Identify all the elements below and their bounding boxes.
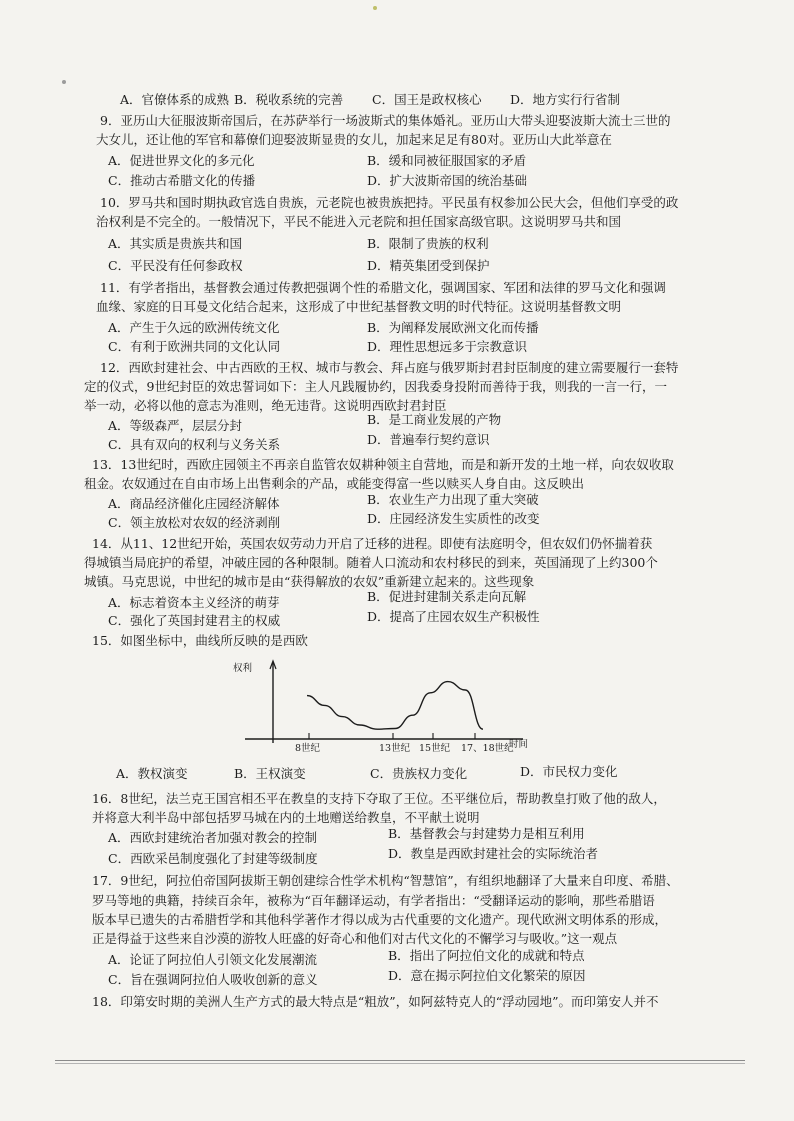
q12-option-b: B．是工商业发展的产物 <box>367 412 502 427</box>
q15-option-c: C．贵族权力变化 <box>370 766 468 781</box>
q17-option-c: C．旨在强调阿拉伯人吸收创新的意义 <box>108 972 318 987</box>
q10-option-c: C．平民没有任何参政权 <box>108 258 243 273</box>
q17-stem-line: 版本早已遗失的古希腊哲学和其他科学著作才得以成为古代重要的文化遗产。现代欧洲文明体系的形成， <box>92 912 668 927</box>
q13-option-c: C．领主放松对农奴的经济剥削 <box>108 515 281 530</box>
q11-option-d: D．理性思想远多于宗教意识 <box>367 339 528 354</box>
q14-option-c: C．强化了英国封建君主的权威 <box>108 613 281 628</box>
x-tick-label: 8世纪 <box>295 743 321 754</box>
q9-option-d: D．扩大波斯帝国的统治基础 <box>367 173 528 188</box>
q9-stem-line: 大女儿，还让他的军官和幕僚们迎娶波斯显贵的女儿，加起来足足有80对。亚历山大此举意在 <box>96 132 612 147</box>
q14-stem-line: 14．从11、12世纪开始，英国农奴劳动力开启了迁移的进程。即使有法庭明令，但农奴们仍怀揣着获 <box>92 536 653 551</box>
q16-stem-line: 16．8世纪，法兰克王国宫相丕平在教皇的支持下夺取了王位。丕平继位后，帮助教皇打败了他的敌人， <box>92 791 666 806</box>
y-axis-label: 权利 <box>233 663 253 674</box>
q17-stem-line: 17．9世纪，阿拉伯帝国阿拔斯王朝创建综合性学术机构“智慧馆”，有组织地翻译了大量来自印度、希腊、 <box>92 873 679 888</box>
q14-stem-line: 得城镇当局庇护的希望，冲破庄园的各种限制。随着人口流动和农村移民的到来，英国涌现了上约300个 <box>84 555 658 570</box>
q13-stem-line: 13．13世纪时，西欧庄园领主不再亲自监管农奴耕种领主自营地，而是和新开发的土地一样，向农奴收取 <box>92 457 674 472</box>
q12-option-c: C．具有双向的权利与义务关系 <box>108 437 281 452</box>
x-tick-label: 15世纪 <box>419 743 451 754</box>
q15-option-d: D．市民权力变化 <box>520 764 618 779</box>
q11-option-b: B．为阐释发展欧洲文化而传播 <box>367 320 539 335</box>
q17-option-a: A．论证了阿拉伯人引领文化发展潮流 <box>108 952 318 967</box>
q16-option-c: C．西欧采邑制度强化了封建等级制度 <box>108 851 318 866</box>
q13-option-d: D．庄园经济发生实质性的改变 <box>367 511 540 526</box>
scan-speck <box>373 6 377 10</box>
q15-option-b: B．王权演变 <box>234 766 306 781</box>
x-tick-label: 13世纪 <box>379 743 411 754</box>
q14-option-a: A．标志着资本主义经济的萌芽 <box>108 595 280 610</box>
q15-option-a: A．教权演变 <box>116 766 188 781</box>
q15-chart <box>225 657 535 757</box>
q9-stem-line: 9．亚历山大征服波斯帝国后，在苏萨举行一场波斯式的集体婚礼。亚历山大带头迎娶波斯大流士三世的 <box>100 113 671 128</box>
q10-stem-line: 10．罗马共和国时期执政官选自贵族，元老院也被贵族把持。平民虽有权参加公民大会，但他们享受的政 <box>100 195 679 210</box>
x-axis-label: 时间 <box>509 739 529 750</box>
q14-option-d: D．提高了庄园农奴生产积极性 <box>367 609 540 624</box>
q11-stem-line: 11．有学者指出，基督教会通过传教把强调个性的希腊文化，强调国家、军团和法律的罗马文化和强调 <box>100 280 666 295</box>
q10-option-b: B．限制了贵族的权利 <box>367 236 489 251</box>
q9-option-b: B．缓和同被征服国家的矛盾 <box>367 153 527 168</box>
q15-stem-line: 15．如图坐标中，曲线所反映的是西欧 <box>92 633 308 648</box>
q14-option-b: B．促进封建制关系走向瓦解 <box>367 589 527 604</box>
q12-option-a: A．等级森严，层层分封 <box>108 418 243 433</box>
q8-option-b: B．税收系统的完善 <box>234 92 344 107</box>
q11-option-a: A．产生于久远的欧洲传统文化 <box>108 320 280 335</box>
q17-stem-line: 罗马等地的典籍，持续百余年，被称为“百年翻译运动，有学者指出：“受翻译运动的影响，那些希腊语 <box>92 893 655 908</box>
q17-option-d: D．意在揭示阿拉伯文化繁荣的原因 <box>388 968 586 983</box>
q13-option-b: B．农业生产力出现了重大突破 <box>367 492 539 507</box>
q16-option-d: D．教皇是西欧封建社会的实际统治者 <box>388 846 599 861</box>
q17-option-b: B．指出了阿拉伯文化的成就和特点 <box>388 948 585 963</box>
page-bottom-rule-secondary <box>55 1063 745 1064</box>
q8-option-a: A．官僚体系的成熟 <box>120 92 230 107</box>
page-bottom-rule <box>55 1060 745 1061</box>
q18-stem-line: 18．印第安时期的美洲人生产方式的最大特点是“粗放”，如阿兹特克人的“浮动园地”。而印第安人并不 <box>92 994 659 1009</box>
q8-option-d: D．地方实行行省制 <box>510 92 621 107</box>
q15-curve <box>307 682 483 730</box>
q11-stem-line: 血缘、家庭的日耳曼文化结合起来，这形成了中世纪基督教文明的时代特征。这说明基督教文明 <box>96 299 622 314</box>
x-tick-label: 17、18世纪 <box>461 743 514 754</box>
q9-option-a: A．促进世界文化的多元化 <box>108 153 255 168</box>
scan-speck <box>62 80 66 84</box>
q10-option-d: D．精英集团受到保护 <box>367 258 490 273</box>
q15-chart-svg <box>225 657 535 757</box>
q8-option-c: C．国王是政权核心 <box>372 92 482 107</box>
q12-option-d: D．普遍奉行契约意识 <box>367 432 490 447</box>
q12-stem-line: 定的仪式，9世纪封臣的效忠誓词如下：主人凡践履协约，因我委身投附而善待于我，则我的一言一行，一 <box>84 379 667 394</box>
q9-option-c: C．推动古希腊文化的传播 <box>108 173 256 188</box>
q16-stem-line: 并将意大利半岛中部包括罗马城在内的土地赠送给教皇，不平献土说明 <box>92 810 480 825</box>
q14-stem-line: 城镇。马克思说，中世纪的城市是由“获得解放的农奴”重新建立起来的。这些现象 <box>84 574 535 589</box>
q13-stem-line: 租金。农奴通过在自由市场上出售剩余的产品，或能变得富一些以赎买人身自由。这反映出 <box>84 476 585 491</box>
q11-option-c: C．有利于欧洲共同的文化认同 <box>108 339 281 354</box>
q12-stem-line: 12．西欧封建社会、中古西欧的王权、城市与教会、拜占庭与俄罗斯封君封臣制度的建立需要履行一套特 <box>100 360 679 375</box>
q10-option-a: A．其实质是贵族共和国 <box>108 236 243 251</box>
q12-stem-line: 举一动，必将以他的意志为准则，绝无违背。这说明西欧封君封臣 <box>84 398 447 413</box>
q17-stem-line: 正是得益于这些来自沙漠的游牧人旺盛的好奇心和他们对古代文化的不懈学习与吸收。”这一观点 <box>92 931 618 946</box>
q16-option-a: A．西欧封建统治者加强对教会的控制 <box>108 830 318 845</box>
q13-option-a: A．商品经济催化庄园经济解体 <box>108 496 280 511</box>
q10-stem-line: 治权利是不完全的。一般情况下，平民不能进入元老院和担任国家高级官职。这说明罗马共和国 <box>96 214 622 229</box>
q16-option-b: B．基督教会与封建势力是相互利用 <box>388 826 585 841</box>
